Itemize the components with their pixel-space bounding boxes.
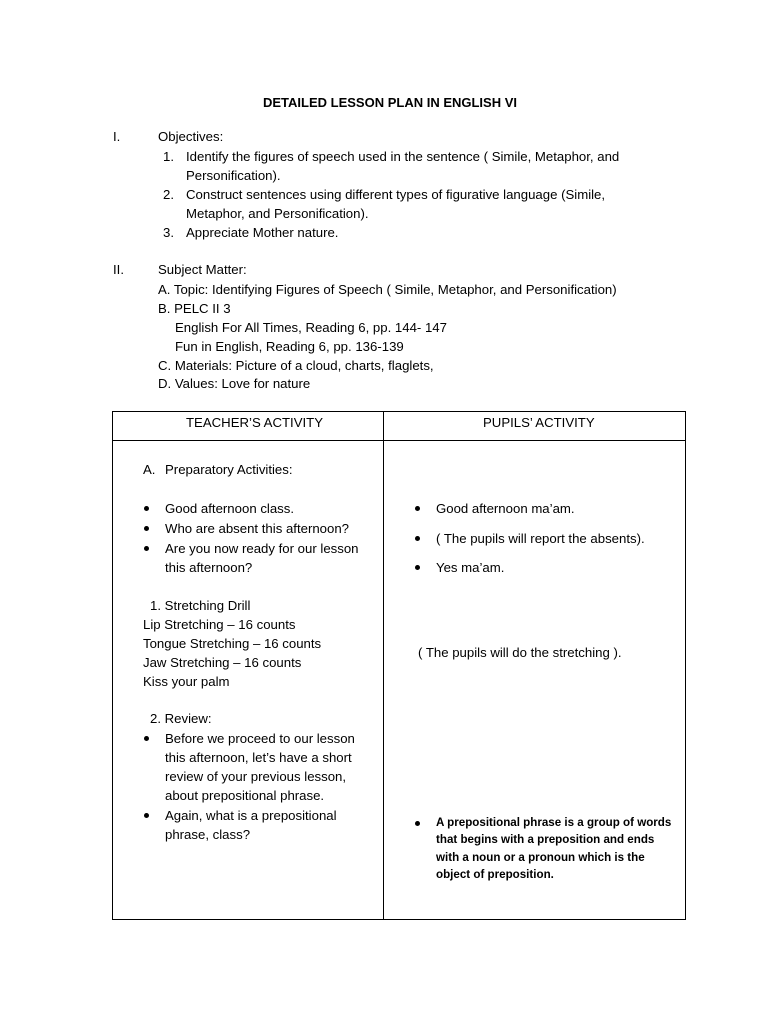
teacher-line: about prepositional phrase. (165, 788, 325, 803)
review-heading: 2. Review: (150, 711, 212, 726)
section-numeral-subject-matter: II. (113, 262, 124, 277)
pupils-line: ( The pupils will report the absents). (436, 531, 645, 546)
objective-text: Identify the figures of speech used in the sentence ( Simile, Metaphor, and (186, 149, 620, 164)
objective-number: 1. (163, 149, 174, 164)
table-border-right (685, 411, 686, 920)
teacher-line: Before we proceed to our lesson (165, 731, 355, 746)
pupils-answer: with a noun or a pronoun which is the (436, 851, 645, 864)
teacher-activity-header: TEACHER’S ACTIVITY (186, 415, 324, 430)
pupils-line: Good afternoon ma’am. (436, 501, 575, 516)
pupils-activity-header: PUPILS’ ACTIVITY (483, 415, 595, 430)
section-numeral-objectives: I. (113, 129, 121, 144)
objective-text: Personification). (186, 168, 281, 183)
document-title: DETAILED LESSON PLAN IN ENGLISH VI (263, 95, 518, 110)
subject-matter-heading: Subject Matter: (158, 262, 247, 277)
objective-text: Metaphor, and Personification). (186, 206, 369, 221)
drill-heading: 1. Stretching Drill (150, 598, 251, 613)
drill-item: Tongue Stretching – 16 counts (143, 636, 322, 651)
teacher-line: this afternoon? (165, 560, 253, 575)
drill-item: Lip Stretching – 16 counts (143, 617, 296, 632)
prep-heading: Preparatory Activities: (165, 462, 293, 477)
teacher-line: Are you now ready for our lesson (165, 541, 359, 556)
subject-values: D. Values: Love for nature (158, 376, 311, 391)
objective-text: Construct sentences using different types of figurative language (Simile, (186, 187, 606, 202)
subject-materials: C. Materials: Picture of a cloud, charts, flaglets, (158, 358, 434, 373)
objective-text: Appreciate Mother nature. (186, 225, 339, 240)
subject-reference: Fun in English, Reading 6, pp. 136-139 (175, 339, 404, 354)
prep-letter: A. (143, 462, 156, 477)
pupils-answer: object of preposition. (436, 868, 554, 881)
teacher-line: phrase, class? (165, 827, 251, 842)
drill-item: Jaw Stretching – 16 counts (143, 655, 302, 670)
teacher-line: Again, what is a prepositional (165, 808, 337, 823)
pupils-line: ( The pupils will do the stretching ). (418, 645, 622, 660)
objectives-heading: Objectives: (158, 129, 224, 144)
objective-number: 2. (163, 187, 174, 202)
teacher-line: Good afternoon class. (165, 501, 295, 516)
pupils-answer: that begins with a preposition and ends (436, 833, 655, 846)
teacher-line: this afternoon, let’s have a short (165, 750, 352, 765)
table-column-divider (383, 411, 384, 920)
teacher-line: review of your previous lesson, (165, 769, 347, 784)
subject-reference: English For All Times, Reading 6, pp. 144- 147 (175, 320, 447, 335)
pupils-answer: A prepositional phrase is a group of words (436, 814, 671, 832)
teacher-line: Who are absent this afternoon? (165, 521, 350, 536)
table-border-left (112, 411, 113, 920)
drill-item: Kiss your palm (143, 674, 230, 689)
table-header-divider (112, 440, 686, 441)
subject-topic: A. Topic: Identifying Figures of Speech ( Simile, Metaphor, and Personification) (158, 282, 617, 297)
subject-pelc: B. PELC II 3 (158, 301, 231, 316)
objective-number: 3. (163, 225, 174, 240)
table-border-bottom (112, 919, 686, 920)
pupils-line: Yes ma’am. (436, 560, 505, 575)
table-border-top (112, 411, 686, 412)
